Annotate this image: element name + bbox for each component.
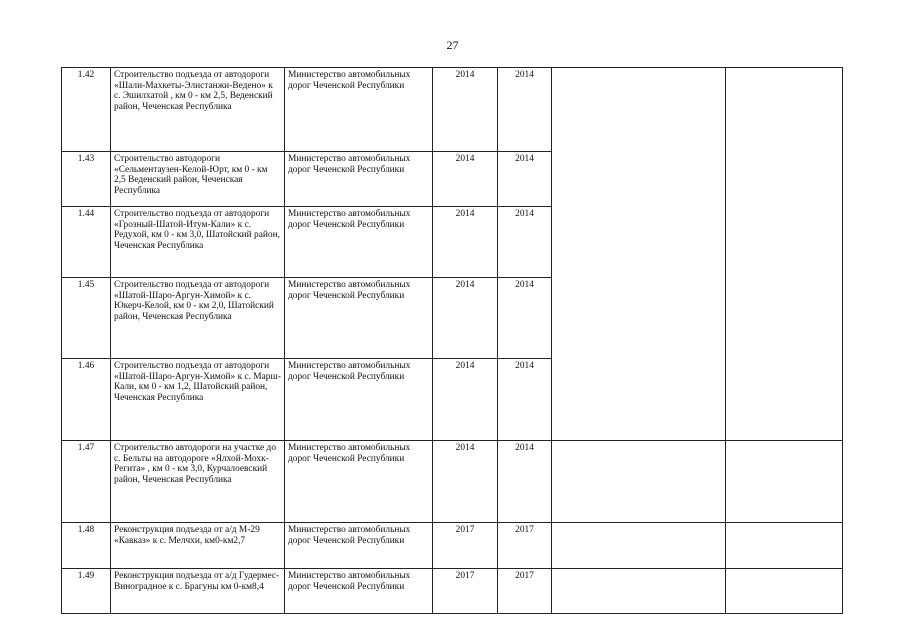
row-number: 1.42 bbox=[62, 68, 111, 152]
table-row bbox=[62, 523, 843, 569]
end-year: 2014 bbox=[498, 152, 552, 207]
project-name: Строительство автодороги на участке до с. Бельты на автодороге «Ялхой-Мохк-Регита» , км 0 - км 3,0, Курчалоевский район, Чеченская Республика bbox=[111, 441, 285, 523]
row-number: 1.46 bbox=[62, 359, 111, 441]
table-row bbox=[62, 441, 843, 523]
start-year: 2014 bbox=[433, 152, 498, 207]
empty-cell bbox=[552, 569, 726, 614]
responsible-org: Министерство автомобильных дорог Чеченской Республики bbox=[285, 152, 433, 207]
end-year: 2014 bbox=[498, 68, 552, 152]
project-name: Строительство подъезда от автодороги «Шатой-Шаро-Аргун-Химой» к с. Марш-Кали, км 0 - км 1,2, Шатойский район, Чеченская Республика bbox=[111, 359, 285, 441]
responsible-org: Министерство автомобильных дорог Чеченской Республики bbox=[285, 207, 433, 278]
end-year: 2014 bbox=[498, 278, 552, 359]
row-number: 1.47 bbox=[62, 441, 111, 523]
project-name: Строительство подъезда от автодороги «Шатой-Шаро-Аргун-Химой» к с. Юкерч-Келой, км 0 - км 2,0, Шатойский район, Чеченская Республика bbox=[111, 278, 285, 359]
start-year: 2014 bbox=[433, 278, 498, 359]
empty-cell bbox=[552, 523, 726, 569]
table-row bbox=[62, 68, 843, 152]
empty-cell bbox=[726, 523, 843, 569]
project-name: Строительство подъезда от автодороги «Шали-Махкеты-Элистанжи-Ведено» к с. Эшилхатой , км 0 - км 2,5, Веденский район, Чеченская Республика bbox=[111, 68, 285, 152]
row-number: 1.44 bbox=[62, 207, 111, 278]
empty-cell bbox=[552, 441, 726, 523]
end-year: 2014 bbox=[498, 359, 552, 441]
program-table bbox=[61, 67, 843, 614]
start-year: 2014 bbox=[433, 359, 498, 441]
start-year: 2014 bbox=[433, 207, 498, 278]
responsible-org: Министерство автомобильных дорог Чеченской Республики bbox=[285, 569, 433, 614]
project-name: Строительство подъезда от автодороги «Грозный-Шатой-Итум-Кали» к с. Редухой, км 0 - км 3,0, Шатойский район, Чеченская Республика bbox=[111, 207, 285, 278]
start-year: 2014 bbox=[433, 441, 498, 523]
responsible-org: Министерство автомобильных дорог Чеченской Республики bbox=[285, 278, 433, 359]
row-number: 1.48 bbox=[62, 523, 111, 569]
row-number: 1.49 bbox=[62, 569, 111, 614]
responsible-org: Министерство автомобильных дорог Чеченской Республики bbox=[285, 359, 433, 441]
row-number: 1.43 bbox=[62, 152, 111, 207]
responsible-org: Министерство автомобильных дорог Чеченской Республики bbox=[285, 523, 433, 569]
project-name: Реконструкция подъезда от а/д Гудермес-Виноградное к с. Брагуны км 0-км8,4 bbox=[111, 569, 285, 614]
project-name: Реконструкция подъезда от а/д М-29 «Кавказ» к с. Мелчхи, км0-км2,7 bbox=[111, 523, 285, 569]
responsible-org: Министерство автомобильных дорог Чеченской Республики bbox=[285, 441, 433, 523]
responsible-org: Министерство автомобильных дорог Чеченской Республики bbox=[285, 68, 433, 152]
start-year: 2017 bbox=[433, 523, 498, 569]
end-year: 2014 bbox=[498, 441, 552, 523]
empty-cell bbox=[726, 569, 843, 614]
start-year: 2014 bbox=[433, 68, 498, 152]
row-number: 1.45 bbox=[62, 278, 111, 359]
empty-cell-merged bbox=[552, 68, 726, 441]
end-year: 2017 bbox=[498, 523, 552, 569]
empty-cell-merged bbox=[726, 68, 843, 441]
end-year: 2017 bbox=[498, 569, 552, 614]
end-year: 2014 bbox=[498, 207, 552, 278]
start-year: 2017 bbox=[433, 569, 498, 614]
table-row bbox=[62, 569, 843, 614]
empty-cell bbox=[726, 441, 843, 523]
page-number: 27 bbox=[446, 38, 459, 52]
project-name: Строительство автодороги «Сельментаузен-Келой-Юрт, км 0 - км 2,5 Веденский район, Чеченская Республика bbox=[111, 152, 285, 207]
